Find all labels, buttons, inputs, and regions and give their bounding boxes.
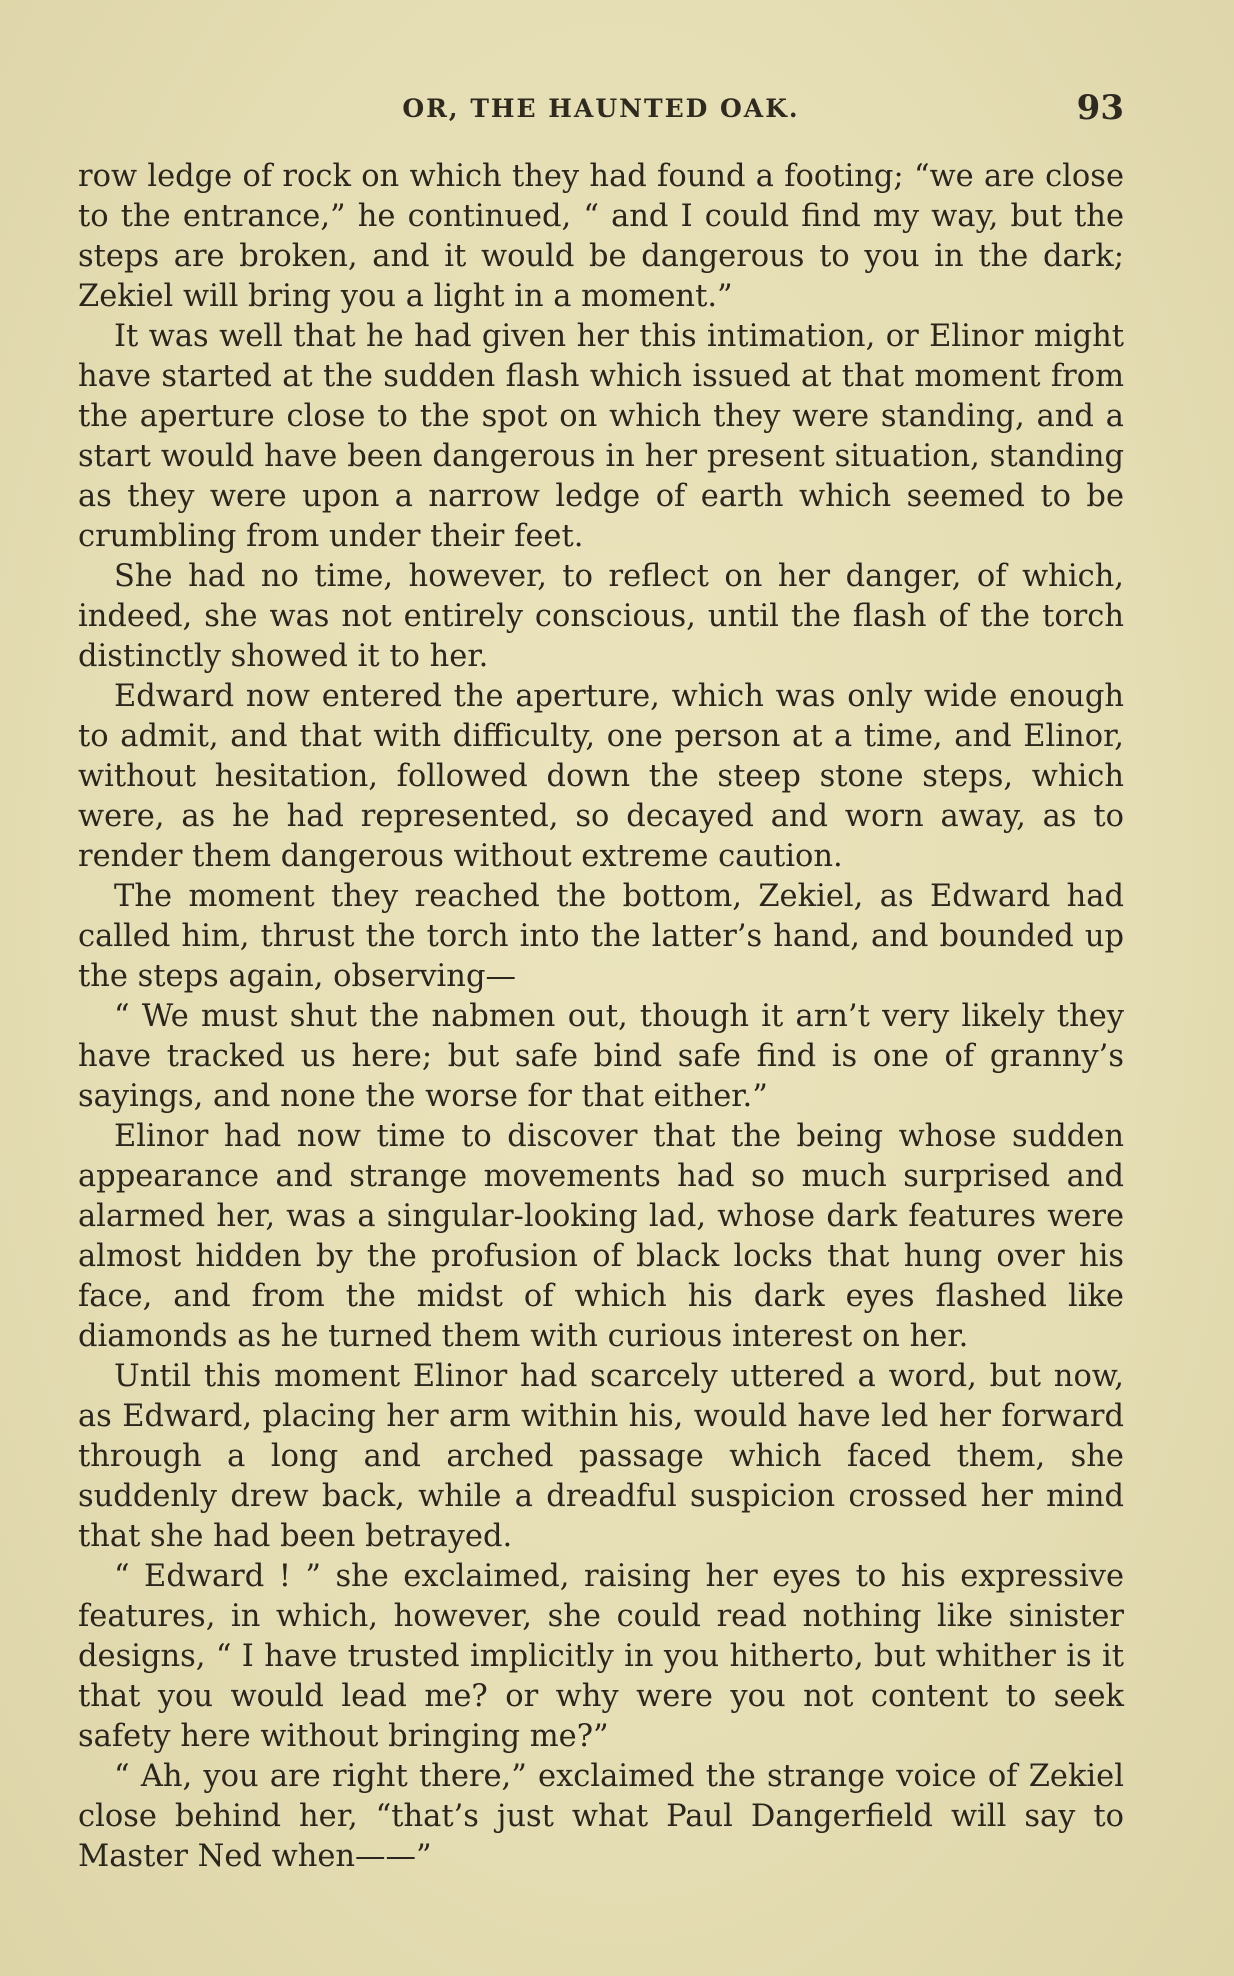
paragraph: “ Ah, you are right there,” exclaimed the strange voice of Zekiel close behind her, “that’s just what Paul Dangerfield will say to Master Ned when——” [78,1759,1124,1874]
page-number: 93 [1076,88,1124,128]
paragraph: It was well that he had given her this intimation, or Elinor might have started at the sudden flash which issued at that moment from the aperture close to the spot on which they were standing, and a start would have been dangerous in her present situation, standing as they were upon a narrow ledge of earth which seemed to be crumbling from under their feet. [78,319,1124,554]
paragraph: Edward now entered the aperture, which was only wide enough to admit, and that with difficulty, one person at a time, and Elinor, without hesitation, followed down the steep stone steps, which were, as he had represented, so decayed and worn away, as to render them dangerous without extreme caution. [78,679,1124,874]
paragraph: She had no time, however, to reflect on her danger, of which, indeed, she was not entirely conscious, until the flash of the torch distinctly showed it to her. [78,559,1124,674]
paragraph: The moment they reached the bottom, Zekiel, as Edward had called him, thrust the torch into the latter’s hand, and bounded up the steps again, observing— [78,879,1124,994]
body-text [78,157,1124,1877]
page-header [78,88,1124,138]
running-head: OR, THE HAUNTED OAK. [402,94,800,123]
paragraph: Until this moment Elinor had scarcely uttered a word, but now, as Edward, placing her arm within his, would have led her forward through a long and arched passage which faced them, she suddenly drew back, while a dreadful suspicion crossed her mind that she had been betrayed. [78,1359,1124,1554]
paragraph: Elinor had now time to discover that the being whose sudden appearance and strange movements had so much surprised and alarmed her, was a singular-looking lad, whose dark features were almost hidden by the profusion of black locks that hung over his face, and from the midst of which his dark eyes flashed like diamonds as he turned them with curious interest on her. [78,1119,1124,1354]
paragraph: “ We must shut the nabmen out, though it arn’t very likely they have tracked us here; but safe bind safe find is one of granny’s sayings, and none the worse for that either.” [78,999,1124,1114]
paragraph: “ Edward ! ” she exclaimed, raising her eyes to his expressive features, in which, however, she could read nothing like sinister designs, “ I have trusted implicitly in you hitherto, but whither is it that you would lead me? or why were you not content to seek safety here without bringing me?” [78,1559,1124,1754]
paragraph: row ledge of rock on which they had found a footing; “we are close to the entrance,” he continued, “ and I could find my way, but the steps are broken, and it would be dangerous to you in the dark; Zekiel will bring you a light in a moment.” [78,159,1124,314]
